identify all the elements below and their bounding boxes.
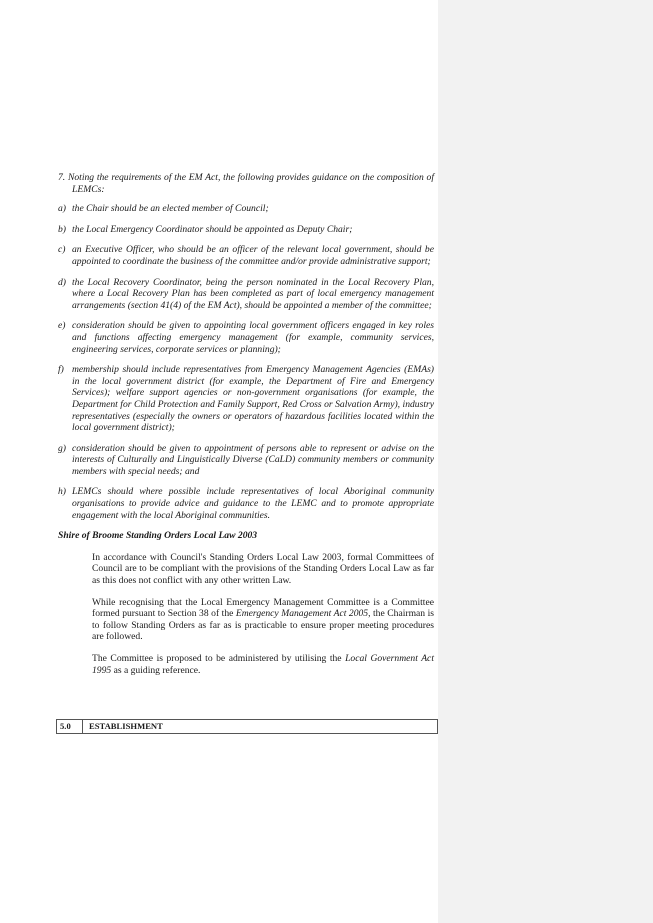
- item-text: consideration should be given to appointment of persons able to represent or advise on the interests of Culturally and Linguistically Diverse (CaLD) community members or community members with special needs; and: [72, 442, 434, 477]
- para-text: While recognising that the Local Emergency Management Committee is a Committee formed pursuant to Section 38 of the: [92, 596, 434, 620]
- item-text: the Local Emergency Coordinator should be appointed as Deputy Chair;: [72, 223, 353, 235]
- list-item-g: [58, 443, 434, 478]
- item-label: a): [58, 203, 66, 215]
- comment-margin-pane: [438, 0, 653, 923]
- list-item-h: [58, 486, 434, 521]
- section-heading-table: [56, 719, 438, 734]
- act-title: Emergency Management Act 2005: [235, 608, 369, 620]
- standing-orders-para-1: In accordance with Council's Standing Orders Local Law 2003, formal Committees of Council are to be compliant with the provisions of the Standing Orders Local Law as far as this does not conflict with any other written Law.: [92, 551, 434, 587]
- item-label: c): [58, 244, 66, 256]
- item-text: an Executive Officer, who should be an officer of the relevant local government, should be appointed to coordinate the business of the committee and/or provide administrative support;: [72, 244, 434, 267]
- standing-orders-heading: Shire of Broome Standing Orders Local Law 2003: [58, 530, 258, 542]
- list-item-c: [58, 244, 434, 267]
- intro-paragraph: 7. Noting the requirements of the EM Act, the following provides guidance on the composition of LEMCs:: [58, 172, 434, 195]
- list-item-e: [58, 320, 434, 355]
- list-item-f: [58, 364, 434, 434]
- item-label: h): [58, 486, 66, 498]
- item-text: the Chair should be an elected member of Council;: [72, 203, 269, 215]
- list-item-a: [58, 203, 434, 215]
- item-text: consideration should be given to appointing local government officers engaged in key roles and functions affecting emergency management (for example, community services, engineering services, corporate services or planning);: [72, 320, 434, 355]
- item-label: b): [58, 223, 66, 235]
- act-title: Local Government Act 1995: [92, 653, 434, 676]
- section-number: 5.0: [57, 720, 83, 733]
- document-body: [58, 172, 434, 686]
- list-item-b: [58, 224, 434, 236]
- standing-orders-para-2: [92, 597, 434, 643]
- item-label: d): [58, 276, 66, 288]
- item-text: the Local Recovery Coordinator, being the person nominated in the Local Recovery Plan, where a Local Recovery Plan has been completed as part of local emergency management arrangements (section 41(4) of the EM Act), should be appointed a member of the committee;: [72, 276, 434, 311]
- item-label: e): [58, 320, 66, 332]
- item-label: f): [58, 364, 64, 376]
- item-text: membership should include representatives from Emergency Management Agencies (EMAs) in the local government district (for example, the Department of Fire and Emergency Services); welfare support agencies or non-government organisations (for example, the Department for Child Protection and Family Support, Red Cross or Salvation Army), industry representatives (especially the owners or operators of hazardous facilities located within the local government district);: [72, 364, 434, 434]
- standing-orders-para-3: [92, 653, 434, 676]
- list-item-d: [58, 277, 434, 312]
- item-text: LEMCs should where possible include representatives of local Aboriginal community organisations to provide advice and guidance to the LEMC and to promote appropriate engagement with the local Aboriginal communities.: [72, 486, 434, 521]
- item-label: g): [58, 442, 66, 454]
- para-text: , the Chairman is to follow Standing Orders as far as is practicable to ensure proper meeting procedures are followed.: [92, 608, 435, 643]
- section-title: ESTABLISHMENT: [89, 721, 163, 731]
- para-text: as a guiding reference.: [111, 664, 201, 676]
- para-text: The Committee is proposed to be administered by utilising the: [92, 653, 346, 664]
